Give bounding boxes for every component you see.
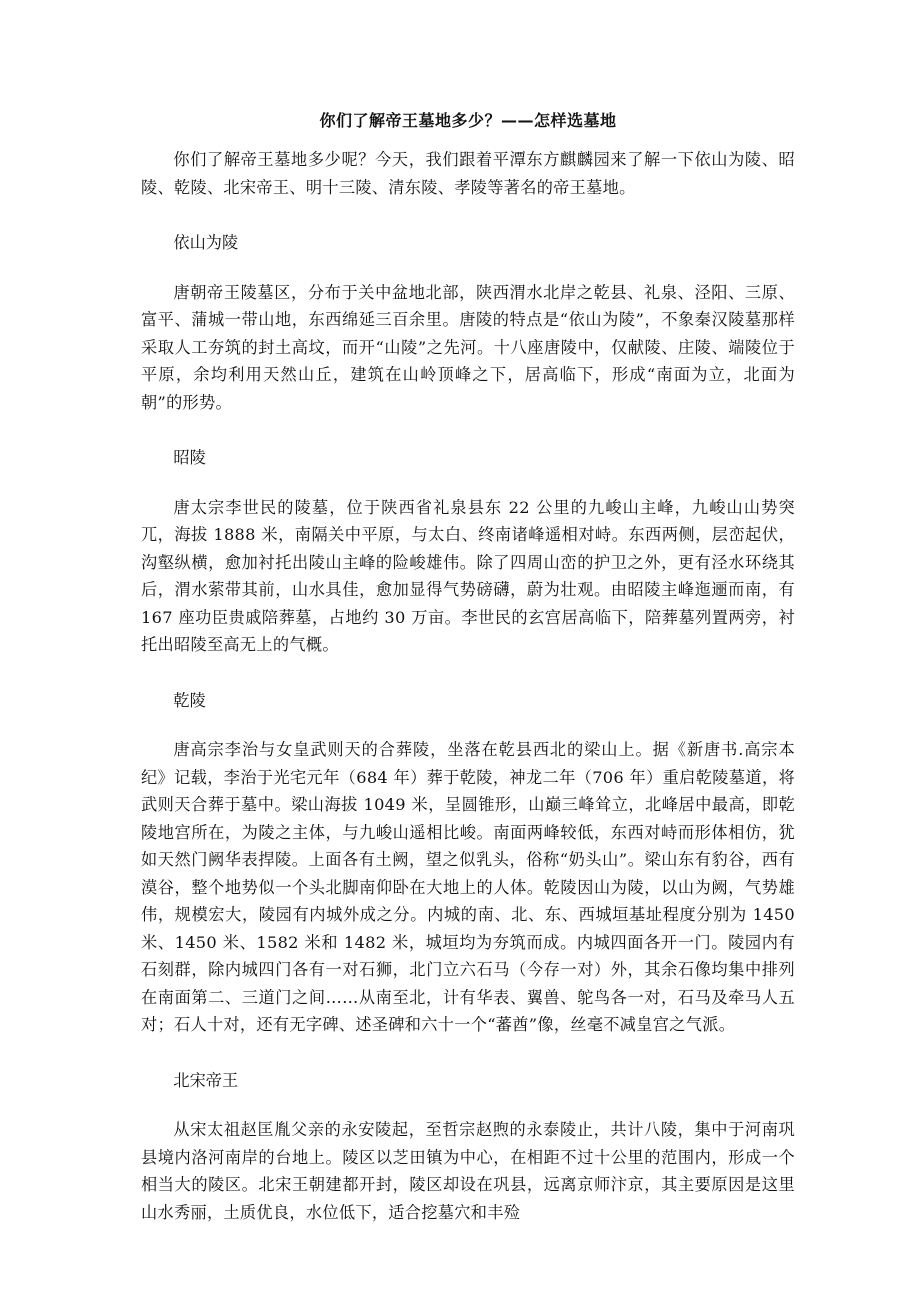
- section-body-beisong: 从宋太祖赵匡胤父亲的永安陵起，至哲宗赵煦的永泰陵止，共计八陵，集中于河南巩县境内洛河南岸的台地上。陵区以芝田镇为中心，在相距不过十公里的范围内，形成一个相当大的陵区。北宋王朝建都开封，陵区却设在巩县，远离京师汴京，其主要原因是这里山水秀丽，土质优良，水位低下，适合挖墓穴和丰殓: [141, 1120, 795, 1222]
- document-page: [141, 106, 795, 1226]
- section-body-yishanweiling: 唐朝帝王陵墓区，分布于关中盆地北部，陕西渭水北岸之乾县、礼泉、泾阳、三原、富平、蒲城一带山地，东西绵延三百余里。唐陵的特点是“依山为陵”，不象秦汉陵墓那样采取人工夯筑的封土高坟，而开“山陵”之先河。十八座唐陵中，仅献陵、庄陵、端陵位于平原，余均利用天然山丘，建筑在山岭顶峰之下，居高临下，形成“南面为立，北面为朝”的形势。: [141, 282, 795, 412]
- document-title: 你们了解帝王墓地多少？——怎样选墓地: [319, 111, 617, 130]
- section-heading-yishanweiling: 依山为陵: [173, 233, 239, 252]
- section-body-zhaoling: 唐太宗李世民的陵墓，位于陕西省礼泉县东 22 公里的九峻山主峰，九峻山山势突兀，海拔 1888 米，南隔关中平原，与太白、终南诸峰遥相对峙。东西两侧，层峦起伏，沟壑纵横，愈加衬托出陵山主峰的险峻雄伟。除了四周山峦的护卫之外，更有泾水环绕其后，渭水萦带其前，山水具佳，愈加显得气势磅礴，蔚为壮观。由昭陵主峰迤逦而南，有 167 座功臣贵戚陪葬墓，占地约 30 万亩。李世民的玄宫居高临下，陪葬墓列置两旁，衬托出昭陵至高无上的气概。: [141, 497, 795, 654]
- section-heading-beisong: 北宋帝王: [173, 1070, 239, 1090]
- section-heading-qianling: 乾陵: [173, 690, 206, 710]
- section-body-qianling: 唐高宗李治与女皇武则天的合葬陵，坐落在乾县西北的梁山上。据《新唐书.高宗本纪》记载，李治于光宅元年（684 年）葬于乾陵，神龙二年（706 年）重启乾陵墓道，将武则天合葬于墓中。梁山海拔 1049 米，呈圆锥形，山巅三峰耸立，北峰居中最高，即乾陵地宫所在，为陵之主体，与九峻山遥相比峻。南面两峰较低，东西对峙而形体相仿，犹如天然门阙华表捍陵。上面各有土阙，望之似乳头，俗称“奶头山”。梁山东有豹谷，西有漠谷，整个地势似一个头北脚南仰卧在大地上的人体。乾陵因山为陵，以山为阙，气势雄伟，规模宏大，陵园有内城外成之分。内城的南、北、东、西城垣基址程度分别为 1450 米、1450 米、1582 米和 1482 米，城垣均为夯筑而成。内城四面各开一门。陵园内有石刻群，除内城四门各有一对石狮，北门立六石马（今存一对）外，其余石像均集中排列在南面第二、三道门之间……从南至北，计有华表、翼兽、鸵鸟各一对，石马及牵马人五对；石人十对，还有无字碑、述圣碑和六十一个“蕃酋”像，丝毫不减皇宫之气派。: [141, 740, 795, 1034]
- intro-paragraph: 你们了解帝王墓地多少呢？今天，我们跟着平潭东方麒麟园来了解一下依山为陵、昭陵、乾陵、北宋帝王、明十三陵、清东陵、孝陵等著名的帝王墓地。: [141, 150, 795, 197]
- section-heading-zhaoling: 昭陵: [173, 448, 206, 467]
